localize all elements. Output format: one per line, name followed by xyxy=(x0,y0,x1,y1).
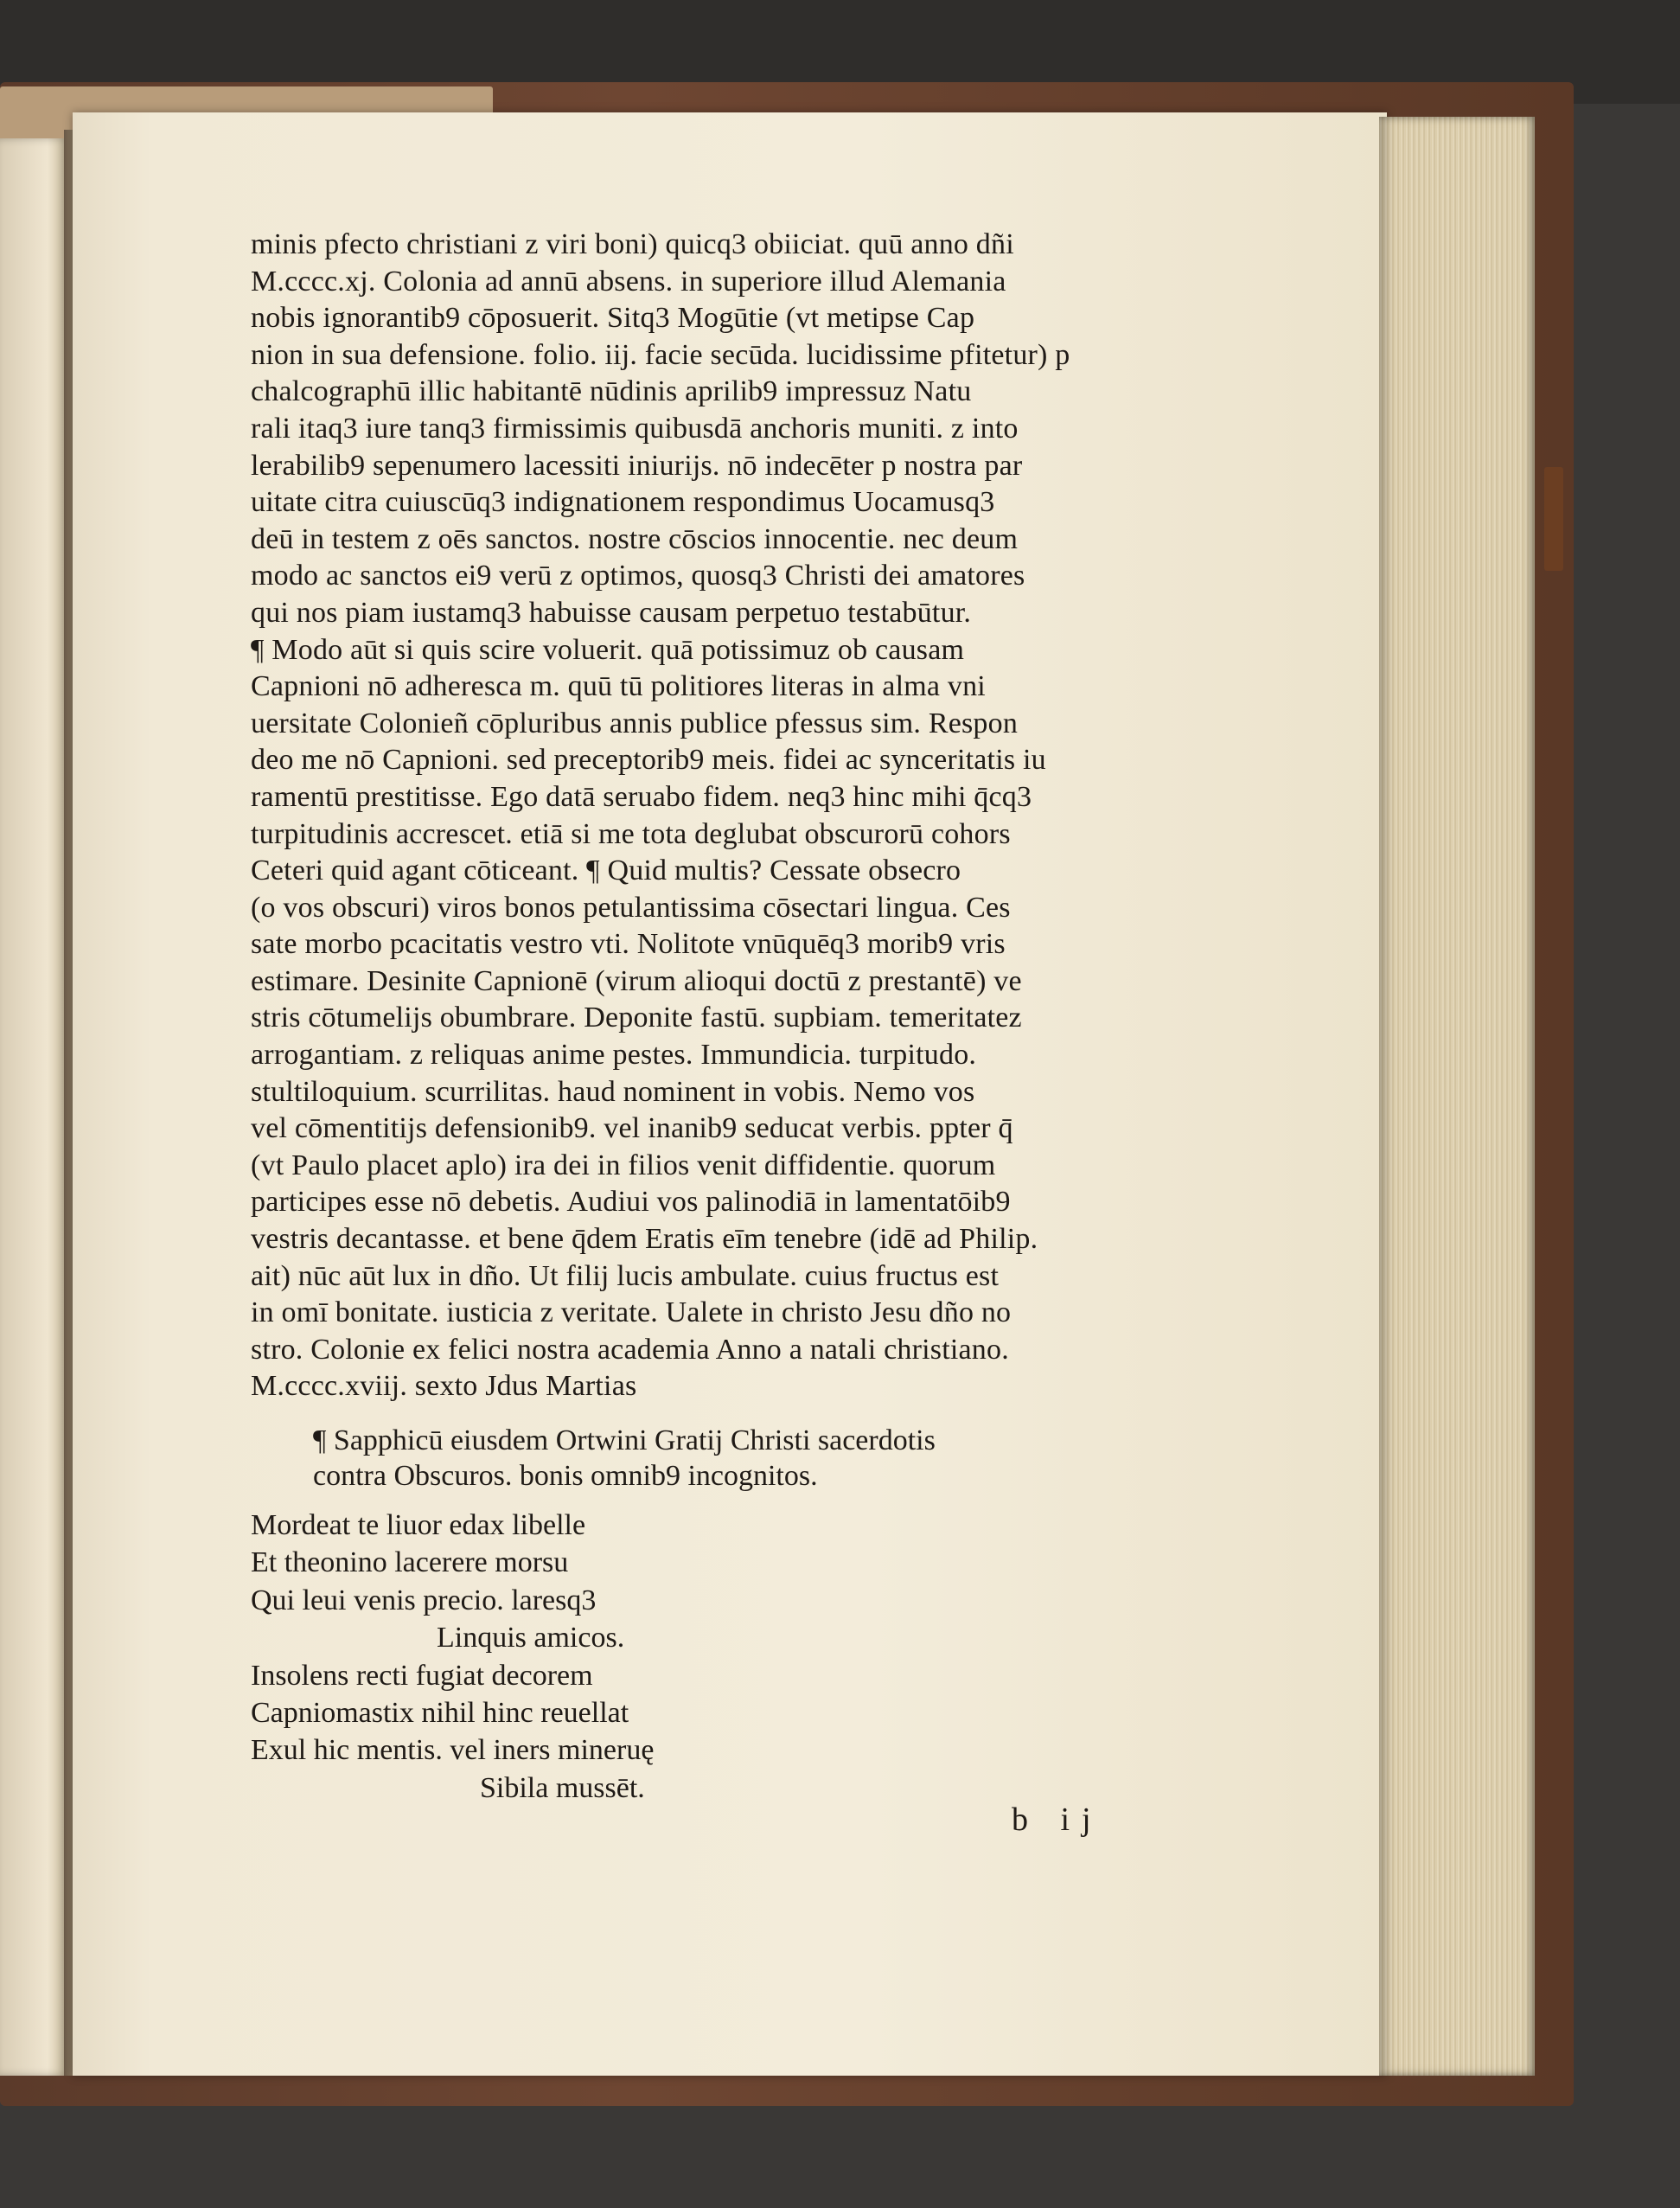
verse-line-adonic: Sibila mussēt. xyxy=(480,1771,645,1804)
prose-line: nobis ignorantib9 cōposuerit. Sitq3 Mogūtie (vt metipse Cap xyxy=(251,302,975,335)
verse-line: Et theonino lacerere morsu xyxy=(251,1546,569,1579)
prose-line: stro. Colonie ex felici nostra academia Anno a natali christiano. xyxy=(251,1333,1009,1366)
prose-line: stris cōtumelijs obumbrare. Deponite fastū. supbiam. temeritatez xyxy=(251,1002,1022,1034)
prose-line: ait) nūc aūt lux in dño. Ut filij lucis ambulate. cuius fructus est xyxy=(251,1259,1000,1292)
verse-line: Qui leui venis precio. laresq3 xyxy=(251,1584,597,1616)
poem-title xyxy=(313,1423,1160,1494)
prose-line: turpitudinis accrescet. etiā si me tota deglubat obscurorū cohors xyxy=(251,817,1011,850)
prose-line: lerabilib9 sepenumero lacessiti iniurijs. nō indecēter p nostra par xyxy=(251,449,1023,482)
prose-line: estimare. Desinite Capnionē (virum alioqui doctū z prestantē) ve xyxy=(251,964,1022,997)
verse-line-adonic: Linquis amicos. xyxy=(437,1622,625,1654)
prose-line: nion in sua defensione. folio. iij. facie secūda. lucidissime pfitetur) p xyxy=(251,338,1070,371)
prose-line: sate morbo pcacitatis vestro vti. Nolitote vnūquēq3 morib9 vris xyxy=(251,928,1006,961)
prose-line: in omī bonitate. iusticia z veritate. Ualete in christo Jesu dño no xyxy=(251,1296,1012,1329)
prose-line: M.cccc.xviij. sexto Jdus Martias xyxy=(251,1370,637,1403)
prose-text-block xyxy=(251,227,1167,1405)
left-page-edge xyxy=(0,138,67,2076)
verse-line: Capniomastix nihil hinc reuellat xyxy=(251,1696,629,1729)
prose-line: stultiloquium. scurrilitas. haud nominent in vobis. Nemo vos xyxy=(251,1075,975,1108)
prose-line: Ceteri quid agant cōticeant. ¶ Quid multis? Cessate obsecro xyxy=(251,854,961,887)
prose-line: qui nos piam iustamq3 habuisse causam perpetuo testabūtur. xyxy=(251,596,972,629)
poem-title-line: ¶ Sapphicū eiusdem Ortwini Gratij Christi sacerdotis xyxy=(313,1424,936,1456)
verse-line: Mordeat te liuor edax libelle xyxy=(251,1509,586,1541)
prose-line: rali itaq3 iure tanq3 firmissimis quibusdā anchoris muniti. z into xyxy=(251,412,1019,445)
prose-line: modo ac sanctos ei9 verū z optimos, quosq3 Christi dei amatores xyxy=(251,560,1025,592)
prose-line: participes esse nō debetis. Audiui vos palinodiā in lamentatōib9 xyxy=(251,1186,1011,1219)
prose-line: ¶ Modo aūt si quis scire voluerit. quā potissimuz ob causam xyxy=(251,633,965,666)
verse-block xyxy=(251,1507,856,1807)
prose-line: vestris decantasse. et bene q̄dem Eratis eīm tenebre (idē ad Philip. xyxy=(251,1223,1038,1256)
verse-line: Exul hic mentis. vel iners mineruę xyxy=(251,1734,655,1767)
prose-line: minis pfecto christiani z viri boni) quicq3 obiiciat. quū anno dñi xyxy=(251,228,1014,260)
prose-line: M.cccc.xj. Colonia ad annū absens. in superiore illud Alemania xyxy=(251,265,1006,298)
prose-line: deū in testem z oēs sanctos. nostre cōscios innocentie. nec deum xyxy=(251,522,1019,555)
prose-line: uersitate Colonieñ cōpluribus annis publice pfessus sim. Respon xyxy=(251,707,1019,739)
page-fore-edge xyxy=(1379,117,1535,2076)
prose-line: ramentū prestitisse. Ego datā seruabo fidem. neq3 hinc mihi q̄cq3 xyxy=(251,780,1032,813)
prose-line: (vt Paulo placet aplo) ira dei in filios venit diffidentie. quorum xyxy=(251,1149,996,1181)
clasp-remnant xyxy=(1544,467,1563,571)
prose-line: chalcographū illic habitantē nūdinis aprilib9 impressuz Natu xyxy=(251,375,972,408)
poem-title-line: contra Obscuros. bonis omnib9 incognitos. xyxy=(313,1460,818,1492)
signature-mark: b ij xyxy=(1012,1802,1103,1838)
prose-line: deo me nō Capnioni. sed preceptorib9 meis. fidei ac synceritatis iu xyxy=(251,744,1046,777)
prose-line: arrogantiam. z reliquas anime pestes. Immundicia. turpitudo. xyxy=(251,1039,977,1072)
prose-line: (o vos obscuri) viros bonos petulantissima cōsectari lingua. Ces xyxy=(251,891,1011,924)
prose-line: vel cōmentitijs defensionib9. vel inanib9 seducat verbis. ppter q̄ xyxy=(251,1112,1013,1145)
prose-line: Capnioni nō adheresca m. quū tū politiores literas in alma vni xyxy=(251,670,986,703)
verse-line: Insolens recti fugiat decorem xyxy=(251,1659,593,1692)
prose-line: uitate citra cuiuscūq3 indignationem respondimus Uocamusq3 xyxy=(251,486,995,519)
